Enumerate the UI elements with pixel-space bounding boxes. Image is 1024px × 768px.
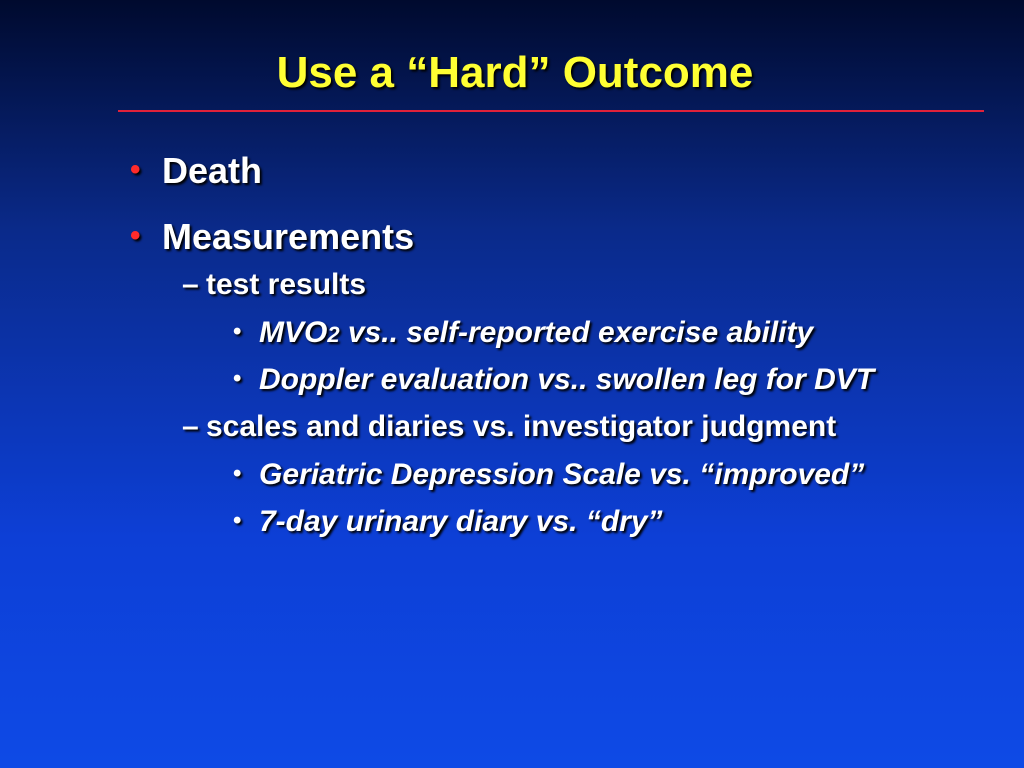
- title-divider: [118, 110, 984, 112]
- bullet-text: Measurements: [162, 216, 415, 257]
- bullet-item-death: [130, 150, 262, 192]
- sub-sub-item-geriatric: [233, 458, 864, 492]
- bullet-icon: •: [130, 219, 141, 252]
- sub-sub-item-urinary: [233, 505, 663, 539]
- subscript-text: 2: [327, 322, 340, 347]
- bullet-icon: •: [233, 507, 242, 534]
- sub-item-text: test results: [206, 268, 367, 301]
- sub-sub-item-text: vs.. self-reported exercise ability: [339, 316, 814, 349]
- dash-icon: –: [182, 410, 199, 443]
- dash-icon: –: [182, 268, 199, 301]
- sub-sub-item-mvo2: [233, 316, 813, 350]
- sub-item-scales-diaries: [182, 410, 836, 444]
- sub-sub-item-text: Geriatric Depression Scale vs. “improved”: [259, 458, 865, 491]
- sub-sub-item-prefix: MVO: [259, 316, 328, 349]
- sub-item-text: scales and diaries vs. investigator judgment: [206, 410, 837, 443]
- bullet-icon: •: [233, 318, 242, 345]
- bullet-item-measurements: [130, 216, 414, 258]
- bullet-icon: •: [130, 153, 141, 186]
- sub-sub-item-text: 7-day urinary diary vs. “dry”: [259, 505, 663, 538]
- slide-title: Use a “Hard” Outcome: [276, 48, 754, 97]
- sub-item-test-results: [182, 268, 366, 302]
- bullet-icon: •: [233, 460, 242, 487]
- bullet-icon: •: [233, 365, 242, 392]
- sub-sub-item-text: Doppler evaluation vs.. swollen leg for DVT: [259, 363, 875, 396]
- sub-sub-item-doppler: [233, 363, 874, 397]
- bullet-text: Death: [162, 150, 263, 191]
